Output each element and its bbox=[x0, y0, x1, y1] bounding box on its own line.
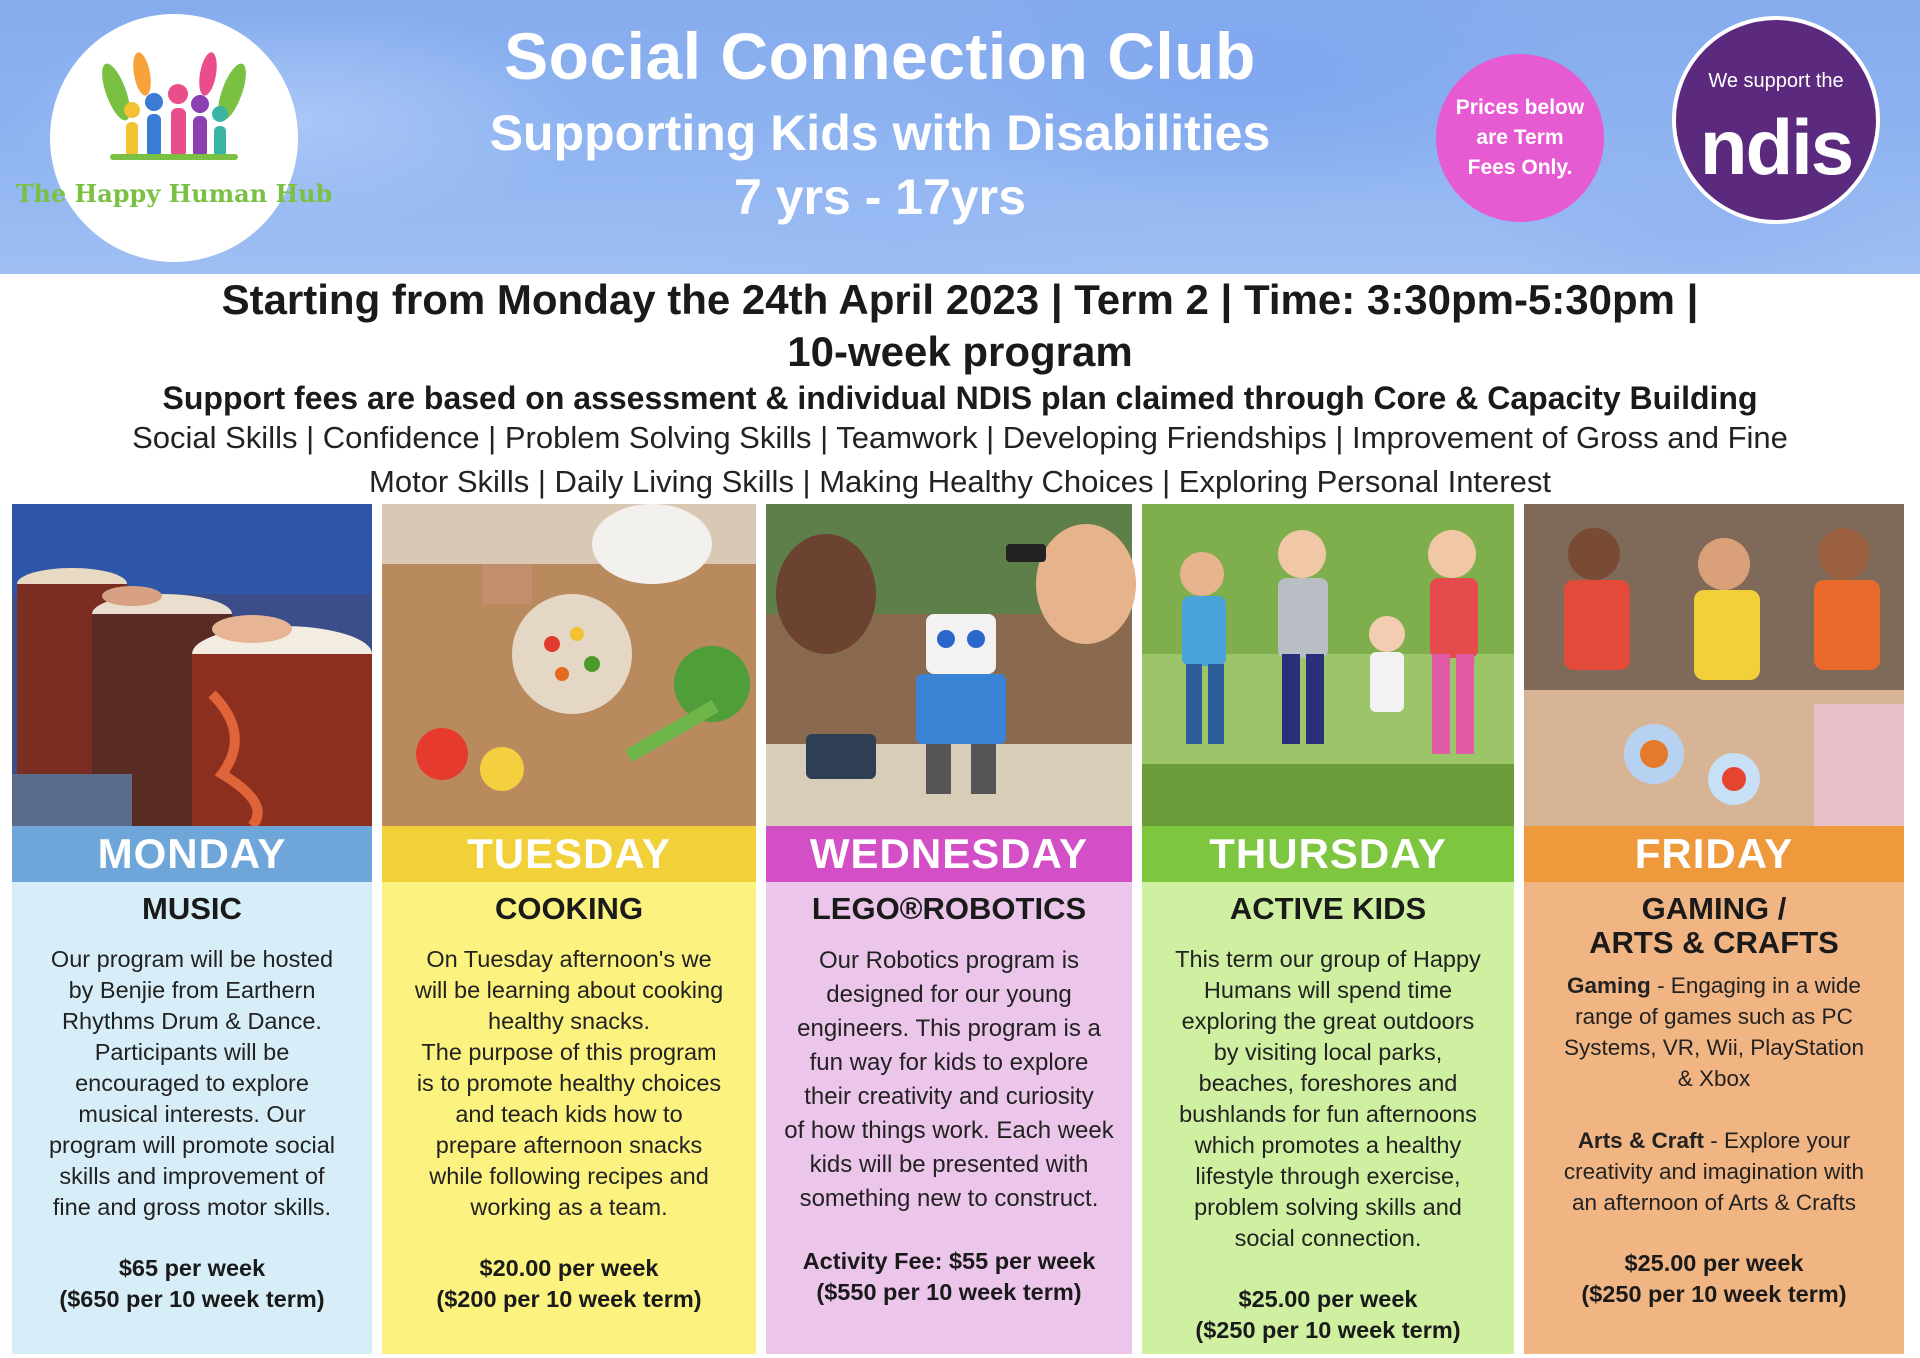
skills-line-2: Motor Skills | Daily Living Skills | Making Healthy Choices | Exploring Personal Interest bbox=[369, 464, 1551, 499]
wednesday-weekly-fee: Activity Fee: $55 per week bbox=[802, 1248, 1096, 1274]
monday-details bbox=[12, 882, 372, 1354]
desc-line: social connection. bbox=[1234, 1225, 1422, 1251]
desc-line: is to promote healthy choices bbox=[416, 1070, 722, 1096]
activity-active-kids: ACTIVE KIDS bbox=[1229, 891, 1427, 926]
wednesday-description bbox=[774, 944, 1124, 1216]
desc-line: will be learning about cooking bbox=[414, 977, 724, 1003]
desc-line: This term our group of Happy bbox=[1175, 946, 1481, 972]
thursday-column bbox=[1142, 504, 1514, 1354]
wednesday-column bbox=[766, 504, 1132, 1354]
term-details: Starting from Monday the 24th April 2023 | Term 2 | Time: 3:30pm-5:30pm | bbox=[221, 276, 1699, 323]
desc-line: Rhythms Drum & Dance. bbox=[62, 1008, 322, 1034]
desc-line: healthy snacks. bbox=[488, 1008, 650, 1034]
friday-column bbox=[1524, 504, 1904, 1354]
thursday-weekly-fee: $25.00 per week bbox=[1238, 1286, 1418, 1312]
wednesday-term-fee: ($550 per 10 week term) bbox=[816, 1279, 1082, 1305]
gaming-line bbox=[1532, 970, 1896, 1001]
day-monday: MONDAY bbox=[12, 826, 372, 882]
monday-term-fee: ($650 per 10 week term) bbox=[59, 1286, 325, 1312]
page-title: Social Connection Club bbox=[504, 19, 1256, 93]
monday-weekly-fee: $65 per week bbox=[118, 1255, 266, 1281]
desc-line: program will promote social bbox=[48, 1132, 336, 1158]
desc-line: fun way for kids to explore bbox=[809, 1049, 1089, 1076]
program-length: 10-week program bbox=[787, 328, 1133, 375]
desc-line: Systems, VR, Wii, PlayStation bbox=[1563, 1035, 1865, 1060]
thursday-term-fee: ($250 per 10 week term) bbox=[1195, 1317, 1461, 1343]
desc-line: while following recipes and bbox=[429, 1163, 709, 1189]
skills-list bbox=[30, 416, 1890, 504]
desc-line: exploring the great outdoors bbox=[1181, 1008, 1475, 1034]
gaming-label: Gaming bbox=[1567, 973, 1651, 998]
gaming-crafts-photo bbox=[1524, 504, 1904, 826]
desc-line: Our Robotics program is bbox=[818, 947, 1080, 974]
desc-line: by Benjie from Earthern bbox=[68, 977, 316, 1003]
thursday-details bbox=[1142, 882, 1514, 1354]
desc-line: musical interests. Our bbox=[78, 1101, 306, 1127]
desc-line: which promotes a healthy bbox=[1194, 1132, 1462, 1158]
activity-cooking: COOKING bbox=[494, 891, 644, 926]
desc-line: - Explore your bbox=[1710, 1128, 1851, 1153]
ndis-logo: ndis bbox=[1699, 103, 1853, 191]
desc-line: working as a team. bbox=[470, 1194, 668, 1220]
day-wednesday: WEDNESDAY bbox=[766, 826, 1132, 882]
desc-line: kids will be presented with bbox=[809, 1151, 1089, 1178]
day-thursday: THURSDAY bbox=[1142, 826, 1514, 882]
support-fees-note: Support fees are based on assessment & individual NDIS plan claimed through Core & Capacity Building bbox=[162, 380, 1758, 416]
drum-circle-photo bbox=[12, 504, 372, 826]
activity-lego-robotics: LEGO®ROBOTICS bbox=[811, 891, 1087, 926]
desc-line: an afternoon of Arts & Crafts bbox=[1572, 1190, 1856, 1215]
desc-line: beaches, foreshores and bbox=[1198, 1070, 1458, 1096]
desc-line: lifestyle through exercise, bbox=[1195, 1163, 1461, 1189]
tuesday-weekly-fee: $20.00 per week bbox=[479, 1255, 659, 1281]
people-logo-icon bbox=[15, 14, 333, 262]
desc-line: fine and gross motor skills. bbox=[52, 1194, 332, 1220]
friday-details bbox=[1524, 882, 1904, 1354]
desc-line: something new to construct. bbox=[799, 1185, 1099, 1212]
desc-line: Humans will spend time bbox=[1203, 977, 1453, 1003]
price-note-badge: Prices below are Term Fees Only. bbox=[1436, 54, 1604, 222]
monday-column bbox=[12, 504, 372, 1354]
monday-description bbox=[20, 944, 364, 1223]
tuesday-details bbox=[382, 882, 756, 1354]
skills-line-1: Social Skills | Confidence | Problem Solving Skills | Teamwork | Developing Friendships | Improvement of Gross and Fine bbox=[132, 420, 1788, 455]
desc-line: their creativity and curiosity bbox=[804, 1083, 1094, 1110]
desc-line: by visiting local parks, bbox=[1213, 1039, 1443, 1065]
desc-line: of how things work. Each week bbox=[784, 1117, 1114, 1144]
desc-line: On Tuesday afternoon's we bbox=[426, 946, 712, 972]
tuesday-column bbox=[382, 504, 756, 1354]
activity-music: MUSIC bbox=[142, 891, 242, 926]
ndis-badge bbox=[1672, 16, 1880, 224]
desc-line: engineers. This program is a bbox=[797, 1015, 1101, 1042]
activity-line: GAMING / bbox=[1641, 891, 1787, 926]
desc-line: creativity and imagination with bbox=[1563, 1159, 1865, 1184]
running-kids-photo bbox=[1142, 504, 1514, 826]
happy-human-hub-logo bbox=[15, 14, 333, 262]
desc-line: Participants will be bbox=[94, 1039, 290, 1065]
desc-line: skills and improvement of bbox=[59, 1163, 325, 1189]
spacer bbox=[1532, 1094, 1896, 1125]
arts-label: Arts & Craft bbox=[1577, 1128, 1704, 1153]
desc-line: problem solving skills and bbox=[1194, 1194, 1462, 1220]
arts-line bbox=[1532, 1125, 1896, 1156]
friday-description bbox=[1532, 970, 1896, 1218]
day-tuesday: TUESDAY bbox=[382, 826, 756, 882]
age-range: 7 yrs - 17yrs bbox=[734, 169, 1026, 225]
wednesday-details bbox=[766, 882, 1132, 1354]
tuesday-description bbox=[390, 944, 748, 1223]
day-friday: FRIDAY bbox=[1524, 826, 1904, 882]
svg-text:The Happy Human Hub: The Happy Human Hub bbox=[15, 179, 333, 208]
desc-line: range of games such as PC bbox=[1575, 1004, 1853, 1029]
lego-robotics-photo bbox=[766, 504, 1132, 826]
activity-gaming-arts-crafts bbox=[1532, 892, 1896, 960]
desc-line: and teach kids how to bbox=[455, 1101, 683, 1127]
cooking-photo bbox=[382, 504, 756, 826]
page-subtitle: Supporting Kids with Disabilities bbox=[489, 105, 1271, 161]
desc-line: prepare afternoon snacks bbox=[435, 1132, 703, 1158]
desc-line: designed for our young bbox=[826, 981, 1072, 1008]
desc-line: bushlands for fun afternoons bbox=[1179, 1101, 1477, 1127]
desc-line: The purpose of this program bbox=[421, 1039, 717, 1065]
ndis-support-text: We support the bbox=[1708, 70, 1844, 92]
activity-line: ARTS & CRAFTS bbox=[1589, 925, 1839, 960]
tuesday-term-fee: ($200 per 10 week term) bbox=[436, 1286, 702, 1312]
desc-line: & Xbox bbox=[1677, 1066, 1751, 1091]
friday-weekly-fee: $25.00 per week bbox=[1624, 1250, 1804, 1276]
header-banner bbox=[0, 0, 1920, 274]
desc-line: - Engaging in a wide bbox=[1657, 973, 1861, 998]
friday-term-fee: ($250 per 10 week term) bbox=[1581, 1281, 1847, 1307]
desc-line: Our program will be hosted bbox=[50, 946, 334, 972]
desc-line: encouraged to explore bbox=[75, 1070, 309, 1096]
thursday-description bbox=[1150, 944, 1506, 1254]
